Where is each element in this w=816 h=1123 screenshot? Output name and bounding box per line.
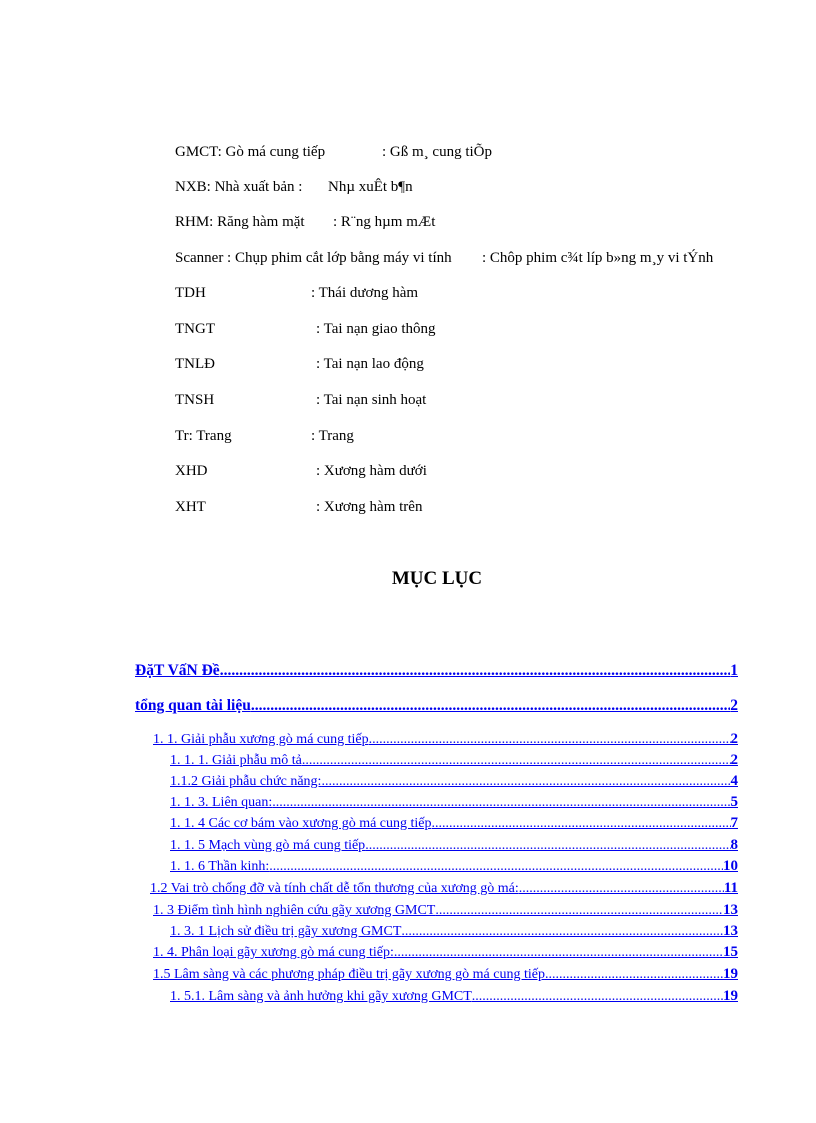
toc-entry-label: tổng quan tài liệu [135, 697, 251, 714]
toc-entry-page: 11 [723, 880, 738, 896]
toc-entry[interactable] [170, 794, 738, 814]
toc-entry[interactable] [135, 697, 738, 719]
toc-entry[interactable] [153, 902, 738, 922]
toc-title: MỤC LỤC [391, 568, 483, 589]
abbreviation-definition: Nhµ xuÊt b¶n [328, 179, 413, 195]
toc-entry-page: 13 [723, 902, 738, 918]
toc-leader [272, 795, 730, 811]
abbreviation-definition: : Gß m¸ cung tiÕp [382, 144, 492, 160]
toc-entry-label: 1. 1. 1. Giải phẫu mô tả [170, 753, 302, 768]
toc-entry[interactable] [170, 837, 738, 857]
toc-entry-label: 1.5 Lâm sàng và các phương pháp điều trị gãy xương gò má cung tiếp [153, 967, 545, 982]
abbreviation-definition: : Chôp phim c¾t líp b»ng m¸y vi tÝnh [482, 250, 714, 266]
toc-entry[interactable] [153, 944, 738, 964]
toc-leader [545, 967, 723, 983]
toc-entry[interactable] [170, 773, 738, 793]
toc-leader [435, 903, 723, 919]
toc-entry-label: 1.2 Vai trò chống đỡ và tính chất dễ tổn thương của xương gò má: [150, 881, 519, 896]
toc-entry[interactable] [170, 858, 738, 878]
toc-entry-page: 4 [730, 773, 738, 789]
toc-entry-page: 10 [723, 858, 738, 874]
abbreviation-term: Tr: Trang [175, 428, 232, 444]
toc-entry-page: 19 [723, 988, 738, 1004]
toc-entry-label: 1. 1. 3. Liên quan: [170, 795, 273, 810]
toc-leader [302, 753, 731, 769]
toc-entry[interactable] [135, 662, 738, 684]
abbreviation-term: TNSH [175, 392, 215, 408]
abbreviation-definition: : Trang [311, 428, 354, 444]
toc-entry-label: 1. 1. 5 Mạch vùng gò má cung tiếp [170, 838, 366, 853]
toc-leader [251, 697, 730, 715]
toc-entry[interactable] [170, 815, 738, 835]
toc-entry-label: 1.1.2 Giải phẫu chức năng: [170, 774, 322, 789]
toc-leader [369, 732, 731, 748]
toc-entry-page: 2 [730, 731, 738, 747]
toc-entry-label: 1. 1. 6 Thần kinh: [170, 859, 270, 874]
toc-entry[interactable] [170, 923, 738, 943]
toc-entry-label: 1. 1. 4 Các cơ bám vào xương gò má cung tiếp [170, 816, 432, 831]
abbreviation-definition: : Xương hàm trên [316, 499, 423, 515]
toc-entry[interactable] [153, 731, 738, 751]
toc-entry-page: 15 [723, 944, 738, 960]
abbreviation-definition: : Tai nạn giao thông [316, 321, 436, 337]
abbreviation-term: TNLĐ [175, 356, 215, 372]
toc-leader [321, 774, 730, 790]
toc-leader [519, 881, 724, 897]
toc-entry-page: 7 [730, 815, 738, 831]
toc-entry-label: 1. 4. Phân loại gãy xương gò má cung tiếp: [153, 945, 394, 960]
abbreviation-term: TDH [175, 285, 206, 301]
abbreviation-term: TNGT [175, 321, 215, 337]
toc-entry[interactable] [170, 752, 738, 772]
toc-leader [269, 859, 723, 875]
toc-entry-page: 2 [730, 752, 738, 768]
abbreviation-term: RHM: Răng hàm mặt [175, 214, 305, 230]
toc-entry-label: 1. 3 Điểm tình hình nghiên cứu gãy xương GMCT [153, 903, 436, 918]
toc-entry[interactable] [153, 966, 738, 986]
toc-entry-page: 1 [730, 662, 738, 679]
toc-entry-label: 1. 1. Giải phẫu xương gò má cung tiếp [153, 732, 369, 747]
toc-leader [394, 945, 723, 961]
abbreviation-term: GMCT: Gò má cung tiếp [175, 144, 326, 160]
toc-leader [220, 662, 731, 680]
abbreviation-definition: : Xương hàm dưới [316, 463, 427, 479]
toc-leader [472, 989, 723, 1005]
abbreviation-term: Scanner : Chụp phim cắt lớp bằng máy vi tính [175, 250, 452, 266]
toc-entry-page: 2 [730, 697, 738, 714]
abbreviation-definition: : R¨ng hµm mÆt [333, 214, 436, 230]
toc-entry-label: ĐặT VấN Đề [135, 662, 220, 679]
toc-entry[interactable] [150, 880, 738, 900]
abbreviation-term: NXB: Nhà xuất bản : [175, 179, 303, 195]
abbreviation-definition: : Tai nạn sinh hoạt [316, 392, 427, 408]
toc-entry-label: 1. 3. 1 Lịch sử điều trị gãy xương GMCT [170, 924, 402, 939]
toc-leader [401, 924, 723, 940]
toc-entry-label: 1. 5.1. Lâm sàng và ảnh hưởng khi gãy xương GMCT [170, 989, 472, 1004]
toc-leader [365, 838, 730, 854]
abbreviation-term: XHT [175, 499, 206, 515]
toc-leader [432, 816, 731, 832]
toc-entry-page: 19 [723, 966, 738, 982]
abbreviation-definition: : Thái dương hàm [311, 285, 419, 301]
toc-entry-page: 13 [723, 923, 738, 939]
toc-entry[interactable] [170, 988, 738, 1008]
abbreviation-definition: : Tai nạn lao động [316, 356, 424, 372]
toc-entry-page: 5 [730, 794, 738, 810]
abbreviation-term: XHD [175, 463, 208, 479]
toc-entry-page: 8 [730, 837, 738, 853]
